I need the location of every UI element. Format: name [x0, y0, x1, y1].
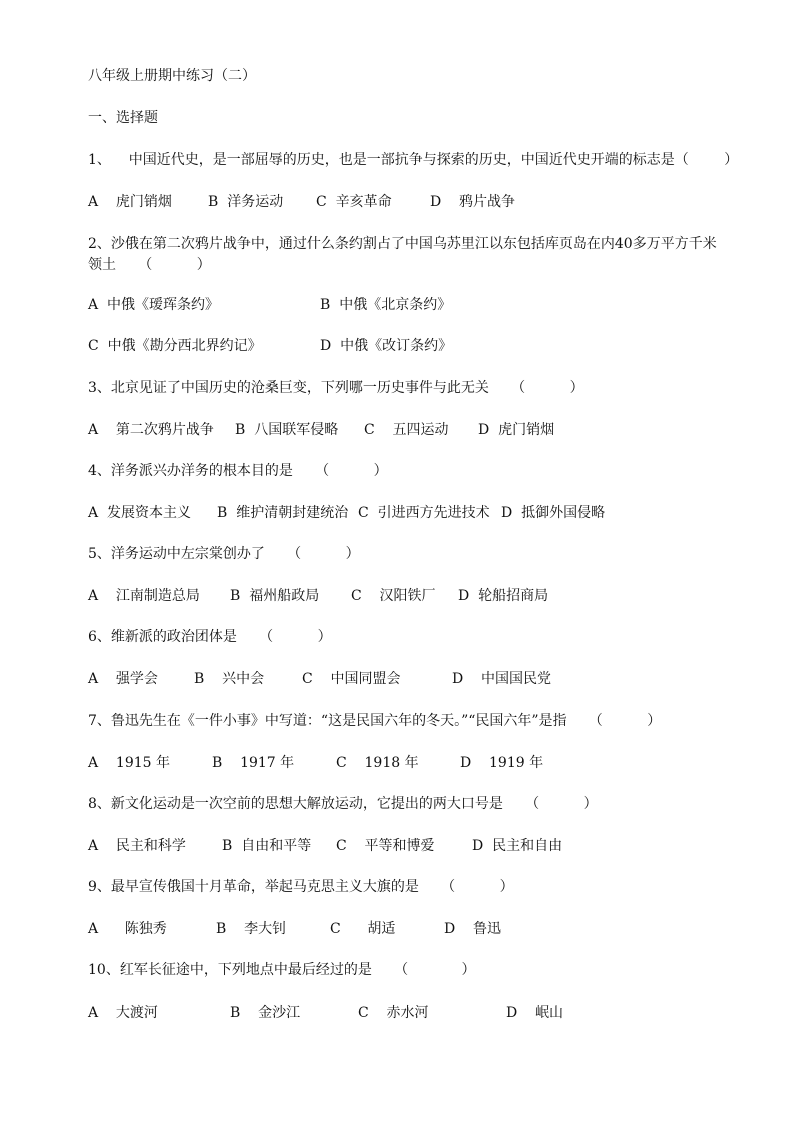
option-b: B 李大钊 — [216, 921, 287, 937]
option-a: A 大渡河 — [88, 1005, 158, 1021]
option-b: B 中俄《北京条约》 — [320, 297, 452, 313]
question-2-stem: 2、沙俄在第二次鸦片战争中，通过什么条约割占了中国乌苏里江以东包括库页岛在内40多万平方千米 — [88, 236, 717, 252]
option-b: B 自由和平等 — [222, 838, 312, 854]
option-c: C 引进西方先进技术 — [358, 505, 490, 521]
option-a: A 陈独秀 — [88, 921, 167, 937]
option-a: A 发展资本主义 — [88, 505, 192, 521]
option-a: A 1915 年 — [88, 755, 170, 771]
option-c: C 五四运动 — [364, 422, 449, 438]
option-c: C 中俄《勘分西北界约记》 — [88, 338, 262, 354]
question-1-stem: 1、 中国近代史，是一部屈辱的历史，也是一部抗争与探索的历史，中国近代史开端的标志是（ ） — [88, 152, 739, 168]
option-b: B 福州船政局 — [230, 588, 320, 604]
option-d: D 抵御外国侵略 — [501, 505, 606, 521]
question-7-stem: 7、鲁迅先生在《一件小事》中写道：“这是民国六年的冬天。”“民国六年”是指 （ ） — [88, 713, 662, 729]
question-10-stem: 10、红军长征途中，下列地点中最后经过的是 （ ） — [88, 962, 476, 978]
question-2-stem-cont: 领土 （ ） — [88, 257, 211, 273]
option-d: D 虎门销烟 — [478, 422, 555, 438]
option-d: D 岷山 — [506, 1005, 564, 1021]
option-d: D 轮船招商局 — [458, 588, 549, 604]
option-d: D 中俄《改订条约》 — [320, 338, 453, 354]
option-b: B 金沙江 — [230, 1005, 301, 1021]
option-b: B 维护清朝封建统治 — [217, 505, 349, 521]
option-d: D 民主和自由 — [472, 838, 563, 854]
question-3-stem: 3、北京见证了中国历史的沧桑巨变，下列哪一历史事件与此无关 （ ） — [88, 380, 584, 396]
option-b: B 八国联军侵略 — [235, 422, 339, 438]
option-a: A 强学会 — [88, 671, 158, 687]
option-c: C 汉阳铁厂 — [351, 588, 436, 604]
question-9-stem: 9、最早宣传俄国十月革命，举起马克思主义大旗的是 （ ） — [88, 879, 514, 895]
option-b: B 洋务运动 — [208, 194, 284, 210]
option-a: A 虎门销烟 — [88, 194, 172, 210]
option-c: C 1918 年 — [336, 755, 419, 771]
option-c: C 胡适 — [330, 921, 396, 937]
option-c: C 辛亥革命 — [316, 194, 392, 210]
option-c: C 中国同盟会 — [302, 671, 401, 687]
option-d: D 中国国民党 — [452, 671, 552, 687]
section-heading: 一、选择题 — [88, 110, 158, 126]
question-6-stem: 6、维新派的政治团体是 （ ） — [88, 629, 332, 645]
document-title: 八年级上册期中练习（二） — [88, 68, 256, 84]
option-d: D 鸦片战争 — [430, 194, 516, 210]
option-b: B 兴中会 — [194, 671, 265, 687]
option-b: B 1917 年 — [212, 755, 295, 771]
option-c: C 平等和博爱 — [336, 838, 435, 854]
question-4-stem: 4、洋务派兴办洋务的根本目的是 （ ） — [88, 463, 388, 479]
question-8-stem: 8、新文化运动是一次空前的思想大解放运动，它提出的两大口号是 （ ） — [88, 796, 598, 812]
option-a: A 民主和科学 — [88, 838, 186, 854]
question-5-stem: 5、洋务运动中左宗棠创办了 （ ） — [88, 546, 360, 562]
option-a: A 江南制造总局 — [88, 588, 200, 604]
option-d: D 鲁迅 — [444, 921, 502, 937]
option-a: A 中俄《瑷珲条约》 — [88, 297, 220, 313]
option-d: D 1919 年 — [460, 755, 544, 771]
option-a: A 第二次鸦片战争 — [88, 422, 214, 438]
option-c: C 赤水河 — [358, 1005, 429, 1021]
